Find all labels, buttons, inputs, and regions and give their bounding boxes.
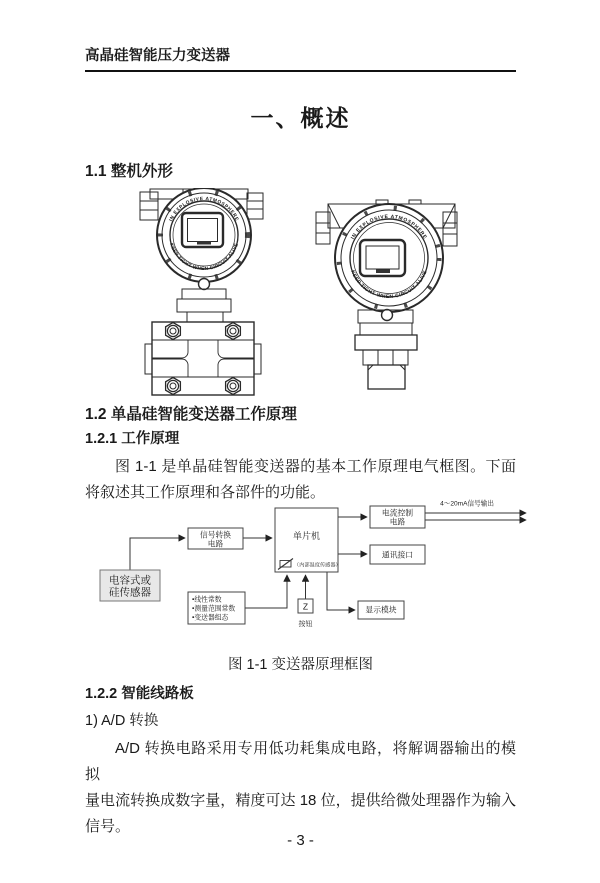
dp-ring-text-top: IN EXPLOSIVE ATMOSPHERE [168, 196, 240, 223]
sensor-box-label-2: 硅传感器 [109, 586, 151, 599]
mcu-box-label: 单片机 [292, 531, 321, 541]
gp-lcd-bar [376, 270, 390, 274]
dp-ring-text-bottom: KEEP TIGHT WHEN CIRCUIT ALIVE [168, 242, 240, 273]
sensor-box-label-1: 电容式或 [109, 574, 151, 587]
section-1-2-1-heading: 1.2.1 工作原理 [85, 431, 180, 447]
document-header [85, 47, 516, 72]
dp-cross-channel [152, 340, 254, 377]
dp-left-conduit [140, 192, 158, 220]
constants-item-1: •线性常数 [192, 596, 222, 604]
display-box-label: 显示模块 [365, 605, 397, 615]
paragraph-122-line-1: A/D 转换电路采用专用低功耗集成电路，将解调器输出的模拟 [85, 740, 516, 783]
signal-box-label-1: 信号转换 [199, 530, 232, 540]
paragraph-122-line-2: 量电流转换成数字量，精度可达 18 位，提供给微处理器作为输入 [85, 792, 516, 809]
dp-side-tab-left [145, 344, 152, 374]
dp-right-conduit [247, 193, 263, 219]
current-box-label-1: 电流控制 [381, 508, 414, 518]
section-1-1-heading: 1.1 整机外形 [85, 163, 173, 180]
dp-transmitter-drawing [125, 188, 295, 400]
dp-lock-ball [199, 279, 210, 290]
gp-ring-text-bottom: KEEP TIGHT WHEN CIRCUIT ALIVE [349, 269, 429, 301]
z-button-caption: 按钮 [298, 621, 313, 628]
dp-hex-bolt [226, 323, 241, 340]
principle-block-diagram [75, 496, 535, 651]
dp-hex-bolt [166, 378, 181, 395]
dp-hex-bolt [166, 323, 181, 340]
figure-caption: 图 1-1 变送器原理框图 [227, 657, 373, 673]
header-title: 高晶硅智能压力变送器 [85, 48, 230, 64]
constants-item-2: •测量范围常数 [192, 605, 236, 613]
gp-ring-text-top: IN EXPLOSIVE ATMOSPHERE [349, 213, 428, 241]
paragraph-122-line-3: 信号。 [85, 818, 131, 835]
dp-lcd-bar [197, 241, 211, 245]
section-1-2-heading: 1.2 单晶硅智能变送器工作原理 [85, 406, 297, 423]
transmitter-drawings [85, 188, 516, 400]
output-signal-label: 4～20mA信号输出 [440, 500, 494, 508]
constants-item-3: •变送器组态 [192, 614, 229, 622]
gp-lock-ball [382, 310, 393, 321]
mcu-note: （内部温度传感器） [294, 562, 341, 569]
page-number: - 3 - [287, 832, 314, 849]
z-button-label: Z [302, 601, 309, 612]
section-1-2-2-heading: 1.2.2 智能线路板 [85, 686, 194, 702]
comm-box-label: 通讯接口 [381, 550, 414, 560]
gp-transmitter-drawing [312, 198, 472, 398]
sensor-to-signal-line [130, 538, 185, 570]
constants-to-mcu-line [245, 575, 287, 608]
signal-box-label-2: 电路 [207, 539, 224, 549]
paragraph-121-line-2: 将叙述其工作原理和各部件的功能。 [85, 484, 326, 501]
chapter-title: 一、概述 [250, 105, 351, 131]
gp-hex-section [363, 350, 408, 365]
dp-hex-bolt [226, 378, 241, 395]
current-box-label-2: 电路 [389, 517, 406, 527]
dp-side-tab-right [254, 344, 261, 374]
gp-thread-stub [368, 365, 405, 389]
list-item-ad-conversion: 1) A/D 转换 [85, 713, 159, 729]
paragraph-121-line-1: 图 1-1 是单晶硅智能变送器的基本工作原理电气框图。下面 [115, 458, 516, 475]
mcu-to-display-line [327, 572, 355, 610]
gp-bracket-bump [409, 200, 421, 204]
